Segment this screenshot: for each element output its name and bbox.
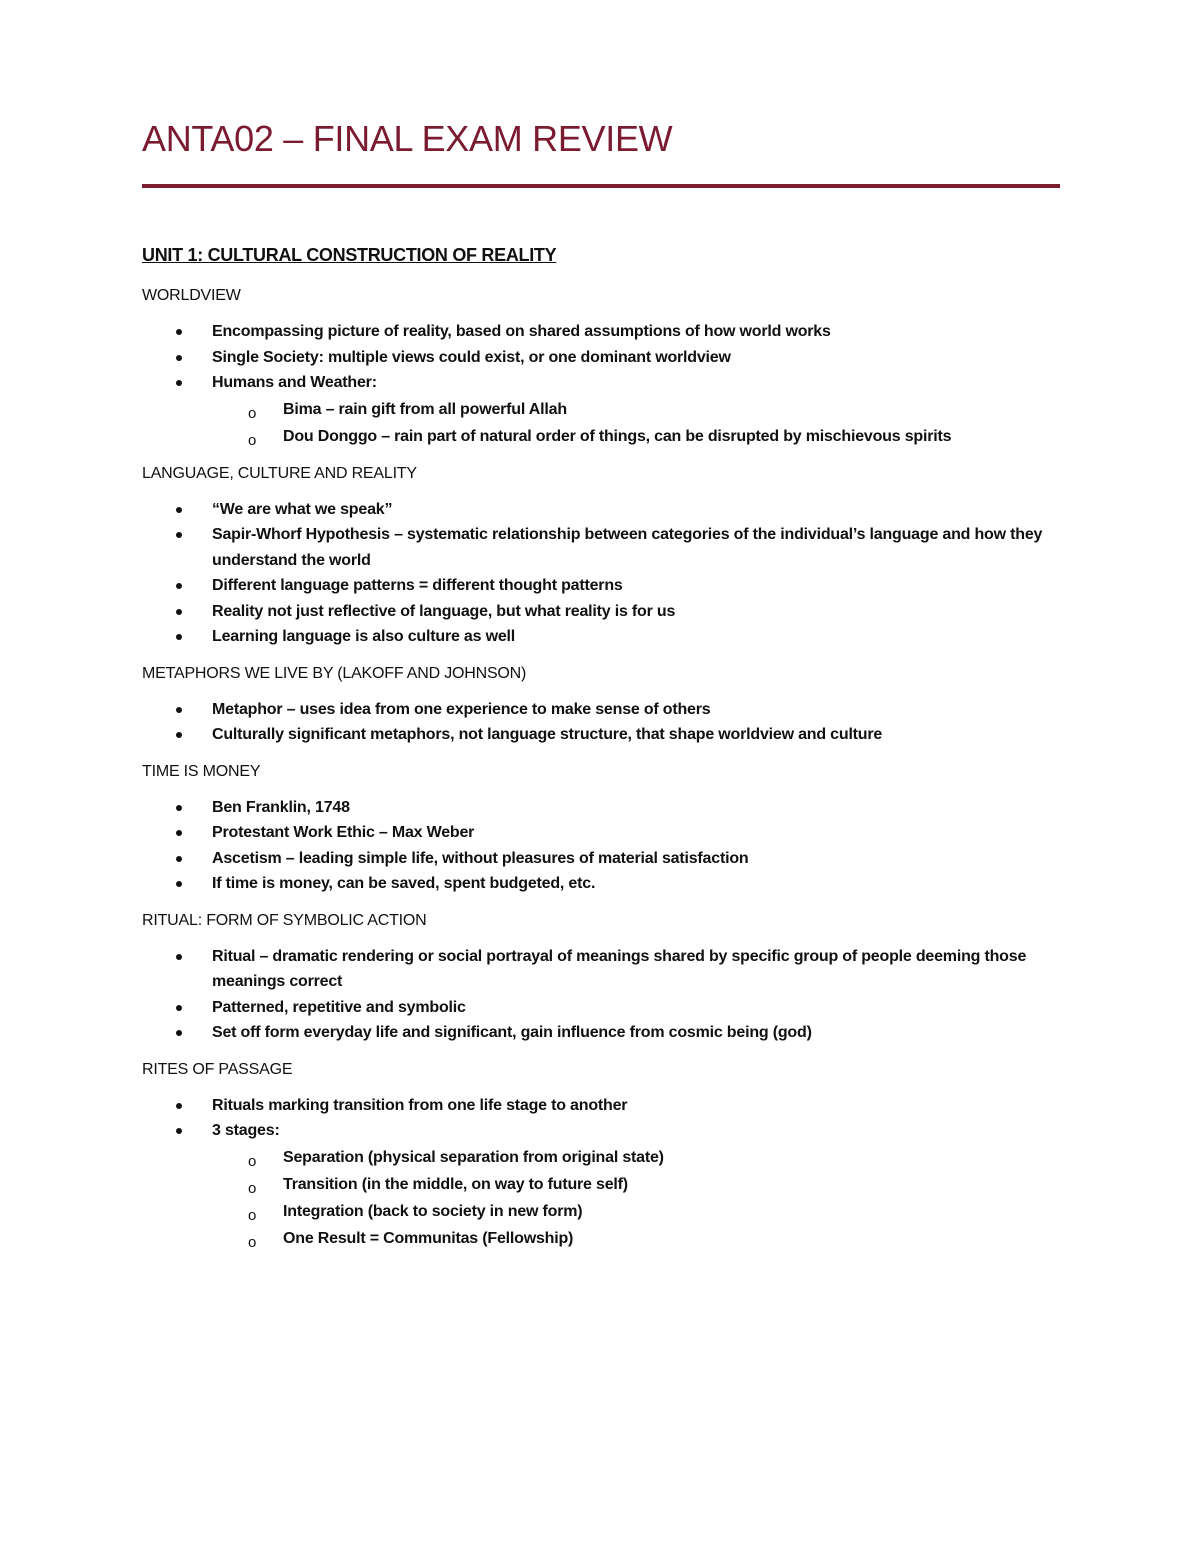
bullet-icon — [176, 1128, 182, 1134]
bullet-icon — [176, 1103, 182, 1109]
sub-list-item: o Dou Donggo – rain part of natural order of things, can be disrupted by mischievous spirits — [142, 423, 1060, 450]
list-item: Ben Franklin, 1748 — [142, 795, 1060, 821]
document-body — [142, 243, 1060, 1265]
sub-list-item: o Bima – rain gift from all powerful Allah — [142, 396, 1060, 423]
list-item: If time is money, can be saved, spent budgeted, etc. — [142, 871, 1060, 897]
circle-bullet-icon: o — [248, 431, 257, 449]
sub-list-item: o One Result = Communitas (Fellowship) — [142, 1225, 1060, 1252]
circle-bullet-icon: o — [248, 1179, 257, 1197]
rites-list — [142, 1093, 1060, 1252]
list-item: Single Society: multiple views could exist, or one dominant worldview — [142, 345, 1060, 371]
rites-sublist — [212, 1144, 1060, 1252]
bullet-icon — [176, 1005, 182, 1011]
bullet-icon — [176, 805, 182, 811]
list-item: Sapir-Whorf Hypothesis – systematic relationship between categories of the individual’s language and how they understand the world — [142, 522, 1060, 573]
worldview-list — [142, 319, 1060, 450]
list-item: Humans and Weather: o Bima – rain gift from all powerful Allah o Dou Donggo – rain part of natural order of things, can be disrupted by mischievous spirits — [142, 370, 1060, 450]
sub-list-item: o Integration (back to society in new form) — [142, 1198, 1060, 1225]
bullet-icon — [176, 954, 182, 960]
circle-bullet-icon: o — [248, 404, 257, 422]
list-item: Set off form everyday life and significant, gain influence from cosmic being (god) — [142, 1020, 1060, 1046]
bullet-icon — [176, 355, 182, 361]
bullet-icon — [176, 634, 182, 640]
section-heading-language: LANGUAGE, CULTURE AND REALITY — [142, 464, 417, 482]
list-item: Ascetism – leading simple life, without pleasures of material satisfaction — [142, 846, 1060, 872]
section-heading-metaphors: METAPHORS WE LIVE BY (LAKOFF AND JOHNSON) — [142, 664, 527, 682]
bullet-icon — [176, 380, 182, 386]
list-item: Encompassing picture of reality, based on shared assumptions of how world works — [142, 319, 1060, 345]
list-item: Ritual – dramatic rendering or social portrayal of meanings shared by specific group of people deeming those meanings correct — [142, 944, 1060, 995]
bullet-icon — [176, 881, 182, 887]
bullet-icon — [176, 830, 182, 836]
section-heading-worldview: WORLDVIEW — [142, 287, 241, 304]
bullet-icon — [176, 732, 182, 738]
bullet-icon — [176, 507, 182, 513]
ritual-list — [142, 944, 1060, 1046]
list-item: Protestant Work Ethic – Max Weber — [142, 820, 1060, 846]
circle-bullet-icon: o — [248, 1206, 257, 1224]
worldview-sublist — [212, 396, 1060, 450]
list-item: 3 stages: o Separation (physical separation from original state) o Transition (in the middle, on way to future self) o Integration (back to society in new form) o One Result = Communitas (Fellowship) — [142, 1118, 1060, 1252]
bullet-icon — [176, 1030, 182, 1036]
bullet-icon — [176, 707, 182, 713]
title-divider — [142, 184, 1060, 188]
bullet-icon — [176, 609, 182, 615]
list-item: Different language patterns = different thought patterns — [142, 573, 1060, 599]
section-heading-ritual: RITUAL: FORM OF SYMBOLIC ACTION — [142, 911, 427, 929]
bullet-icon — [176, 856, 182, 862]
list-item: Patterned, repetitive and symbolic — [142, 995, 1060, 1021]
metaphors-list — [142, 697, 1060, 748]
time-money-list — [142, 795, 1060, 897]
list-item: Culturally significant metaphors, not language structure, that shape worldview and culture — [142, 722, 1060, 748]
list-item: Rituals marking transition from one life stage to another — [142, 1093, 1060, 1119]
document-title: ANTA02 – FINAL EXAM REVIEW — [142, 118, 673, 159]
list-item: Learning language is also culture as well — [142, 624, 1060, 650]
bullet-icon — [176, 532, 182, 538]
list-item: “We are what we speak” — [142, 497, 1060, 523]
list-item: Metaphor – uses idea from one experience to make sense of others — [142, 697, 1060, 723]
language-list — [142, 497, 1060, 650]
circle-bullet-icon: o — [248, 1152, 257, 1170]
unit-heading: UNIT 1: CULTURAL CONSTRUCTION OF REALITY — [142, 245, 557, 265]
bullet-icon — [176, 583, 182, 589]
circle-bullet-icon: o — [248, 1233, 257, 1251]
sub-list-item: o Transition (in the middle, on way to future self) — [142, 1171, 1060, 1198]
bullet-icon — [176, 329, 182, 335]
section-heading-time-is-money: TIME IS MONEY — [142, 762, 261, 780]
list-item: Reality not just reflective of language, but what reality is for us — [142, 599, 1060, 625]
sub-list-item: o Separation (physical separation from original state) — [142, 1144, 1060, 1171]
section-heading-rites-of-passage: RITES OF PASSAGE — [142, 1060, 293, 1078]
